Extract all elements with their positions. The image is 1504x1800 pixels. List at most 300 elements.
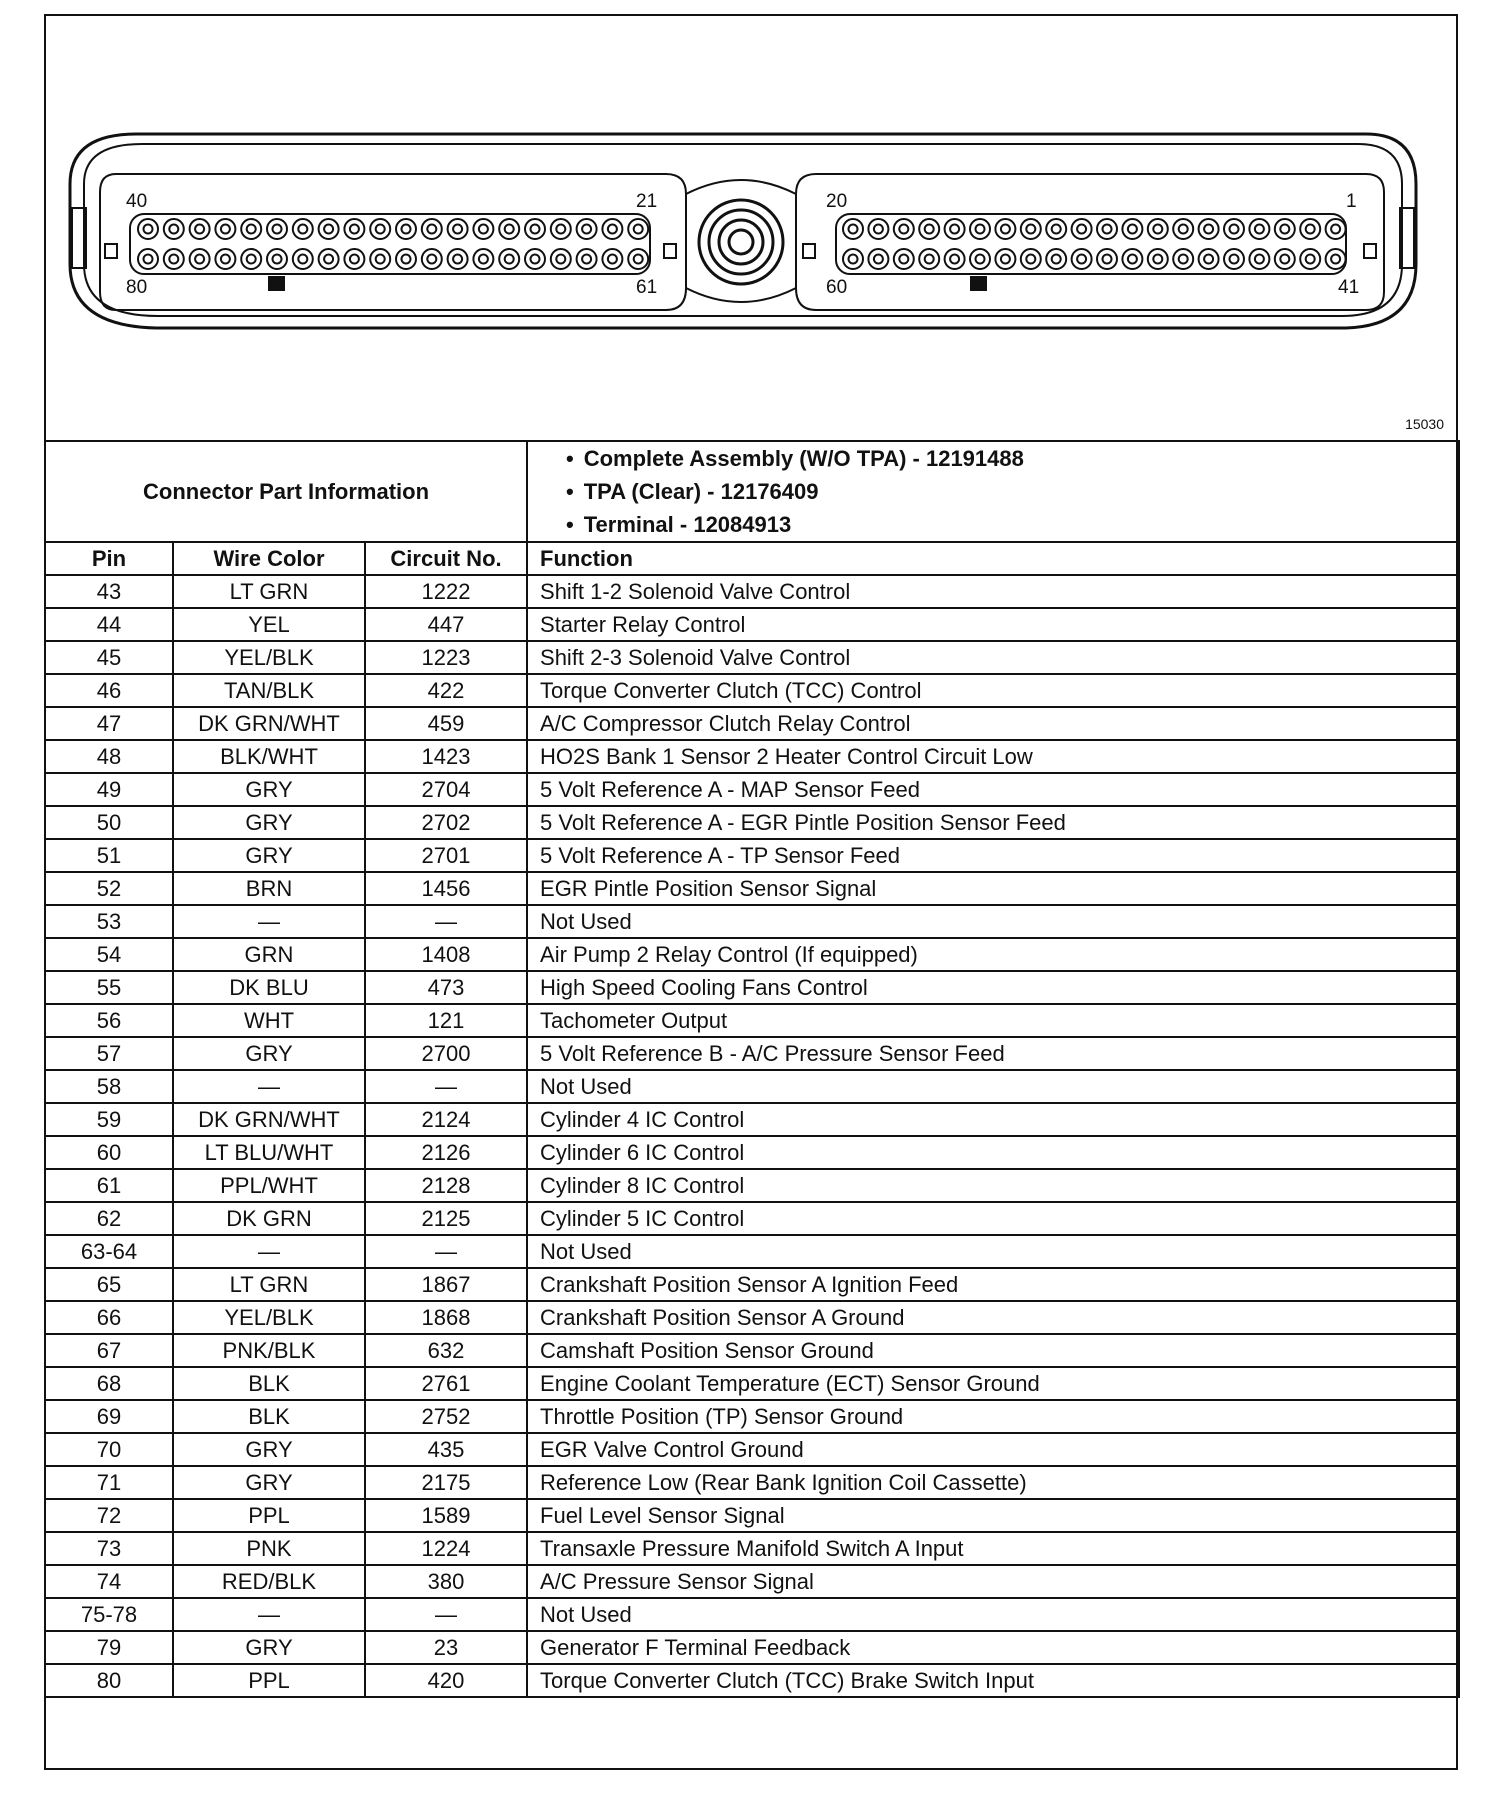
wire-color-cell: — <box>173 905 365 938</box>
function-cell: Torque Converter Clutch (TCC) Control <box>527 674 1459 707</box>
pin-cell: 63-64 <box>45 1235 173 1268</box>
function-cell: Shift 1-2 Solenoid Valve Control <box>527 575 1459 608</box>
left-pin-cavity <box>422 249 442 269</box>
pin-cell: 45 <box>45 641 173 674</box>
right-pin-terminal <box>1255 225 1264 234</box>
left-pin-cavity <box>422 219 442 239</box>
right-pin-terminal <box>1204 225 1213 234</box>
center-bolt-outer <box>699 200 783 284</box>
function-cell: Cylinder 8 IC Control <box>527 1169 1459 1202</box>
wire-color-cell: PPL <box>173 1664 365 1697</box>
left-pin-terminal <box>479 255 488 264</box>
connector-part-list <box>528 442 1458 541</box>
left-pin-cavity <box>551 249 571 269</box>
circuit-cell: — <box>365 1235 527 1268</box>
table-row <box>45 1367 1459 1400</box>
table-row <box>45 641 1459 674</box>
right-mid-key <box>803 244 815 258</box>
table-row <box>45 1301 1459 1334</box>
circuit-cell: 2126 <box>365 1136 527 1169</box>
right-pin-cavity <box>1300 249 1320 269</box>
pin-cell: 60 <box>45 1136 173 1169</box>
right-pin-cavity <box>1199 219 1219 239</box>
right-pin-cavity <box>1300 219 1320 239</box>
left-pin-cavity <box>138 249 158 269</box>
left-pin-cavity <box>473 249 493 269</box>
left-pin-cavity <box>319 219 339 239</box>
function-cell: Crankshaft Position Sensor A Ground <box>527 1301 1459 1334</box>
wire-color-cell: PPL <box>173 1499 365 1532</box>
table-row <box>45 773 1459 806</box>
pin-cell: 51 <box>45 839 173 872</box>
wire-color-cell: DK BLU <box>173 971 365 1004</box>
wire-color-cell: BLK <box>173 1400 365 1433</box>
wire-color-cell: — <box>173 1070 365 1103</box>
table-row <box>45 872 1459 905</box>
circuit-cell: 2700 <box>365 1037 527 1070</box>
table-row <box>45 1268 1459 1301</box>
pin-cell: 56 <box>45 1004 173 1037</box>
left-pin-cavity <box>138 219 158 239</box>
right-pin-cavity <box>1148 219 1168 239</box>
right-pin-cavity <box>868 219 888 239</box>
part-terminal: • Terminal - 12084913 <box>566 508 1458 541</box>
circuit-cell: 1408 <box>365 938 527 971</box>
pin-cell: 43 <box>45 575 173 608</box>
circuit-cell: 2701 <box>365 839 527 872</box>
pin-cell: 67 <box>45 1334 173 1367</box>
right-pin-terminal <box>1001 225 1010 234</box>
wire-color-cell: YEL/BLK <box>173 1301 365 1334</box>
circuit-cell: 459 <box>365 707 527 740</box>
pin-cell: 57 <box>45 1037 173 1070</box>
wire-color-cell: PPL/WHT <box>173 1169 365 1202</box>
circuit-cell: 121 <box>365 1004 527 1037</box>
circuit-cell: 2124 <box>365 1103 527 1136</box>
wire-color-cell: GRY <box>173 773 365 806</box>
pin-cell: 58 <box>45 1070 173 1103</box>
table-row <box>45 1070 1459 1103</box>
function-cell: Crankshaft Position Sensor A Ignition Feed <box>527 1268 1459 1301</box>
table-row <box>45 839 1459 872</box>
wire-color-cell: GRY <box>173 1037 365 1070</box>
left-pin-field <box>138 219 648 269</box>
pin-label-61: 61 <box>636 277 658 298</box>
center-bolt-inner <box>719 220 763 264</box>
left-pin-terminal <box>273 255 282 264</box>
table-row <box>45 905 1459 938</box>
function-cell: Engine Coolant Temperature (ECT) Sensor Ground <box>527 1367 1459 1400</box>
left-pin-terminal <box>169 255 178 264</box>
table-row <box>45 1202 1459 1235</box>
pin-cell: 62 <box>45 1202 173 1235</box>
left-pin-terminal <box>221 255 230 264</box>
pin-cell: 68 <box>45 1367 173 1400</box>
table-row <box>45 1004 1459 1037</box>
left-pin-cavity <box>241 219 261 239</box>
function-cell: 5 Volt Reference B - A/C Pressure Sensor Feed <box>527 1037 1459 1070</box>
pin-label-1: 1 <box>1346 191 1357 212</box>
circuit-cell: — <box>365 905 527 938</box>
right-pin-cavity <box>843 249 863 269</box>
figure-id: 15030 <box>1405 416 1444 432</box>
left-pin-terminal <box>556 225 565 234</box>
left-pin-terminal <box>582 225 591 234</box>
wire-color-cell: PNK <box>173 1532 365 1565</box>
right-pin-cavity <box>1072 219 1092 239</box>
table-row <box>45 806 1459 839</box>
wire-color-cell: YEL <box>173 608 365 641</box>
wire-color-cell: GRY <box>173 806 365 839</box>
right-pin-terminal <box>874 255 883 264</box>
right-pin-terminal <box>925 255 934 264</box>
left-pin-cavity <box>396 249 416 269</box>
pin-cell: 44 <box>45 608 173 641</box>
pin-cell: 53 <box>45 905 173 938</box>
pin-cell: 47 <box>45 707 173 740</box>
pin-cell: 75-78 <box>45 1598 173 1631</box>
left-pin-terminal <box>402 255 411 264</box>
table-row <box>45 707 1459 740</box>
left-pin-cavity <box>190 249 210 269</box>
function-cell: Cylinder 5 IC Control <box>527 1202 1459 1235</box>
left-pin-terminal <box>376 255 385 264</box>
left-pin-cavity <box>602 249 622 269</box>
wire-color-cell: YEL/BLK <box>173 641 365 674</box>
right-pin-terminal <box>1077 225 1086 234</box>
right-pin-terminal <box>1052 225 1061 234</box>
table-row <box>45 1103 1459 1136</box>
circuit-cell: 1589 <box>365 1499 527 1532</box>
table-row <box>45 971 1459 1004</box>
left-pin-cavity <box>602 219 622 239</box>
left-pin-terminal <box>324 225 333 234</box>
left-key <box>105 244 117 258</box>
pin-cell: 70 <box>45 1433 173 1466</box>
function-cell: Fuel Level Sensor Signal <box>527 1499 1459 1532</box>
pin-cell: 71 <box>45 1466 173 1499</box>
right-cavity <box>796 174 1384 310</box>
header-function: Function <box>527 542 1459 575</box>
table-row <box>45 1565 1459 1598</box>
right-pin-cavity <box>1046 249 1066 269</box>
left-pin-terminal <box>195 255 204 264</box>
pin-table <box>44 440 1460 1698</box>
right-pin-terminal <box>1128 225 1137 234</box>
circuit-cell: — <box>365 1070 527 1103</box>
table-header-row <box>45 542 1459 575</box>
right-pin-terminal <box>1153 255 1162 264</box>
left-pin-terminal <box>221 225 230 234</box>
table-row <box>45 1400 1459 1433</box>
left-pin-cavity <box>448 249 468 269</box>
pin-cell: 52 <box>45 872 173 905</box>
wire-color-cell: GRN <box>173 938 365 971</box>
left-pin-terminal <box>247 225 256 234</box>
left-pin-terminal <box>144 255 153 264</box>
wire-color-cell: BRN <box>173 872 365 905</box>
left-pin-cavity <box>577 219 597 239</box>
wire-color-cell: GRY <box>173 1466 365 1499</box>
left-pin-cavity <box>473 219 493 239</box>
left-pin-terminal <box>505 255 514 264</box>
connector-info-title: Connector Part Information <box>45 441 527 542</box>
function-cell: Camshaft Position Sensor Ground <box>527 1334 1459 1367</box>
left-pin-cavity <box>370 219 390 239</box>
table-row <box>45 1499 1459 1532</box>
left-pin-cavity <box>344 219 364 239</box>
pin-label-21: 21 <box>636 191 658 212</box>
part-tpa: • TPA (Clear) - 12176409 <box>566 475 1458 508</box>
right-pin-field <box>843 219 1346 269</box>
function-cell: Starter Relay Control <box>527 608 1459 641</box>
left-pin-terminal <box>608 225 617 234</box>
left-pin-terminal <box>531 225 540 234</box>
left-pin-terminal <box>376 225 385 234</box>
right-pin-cavity <box>1148 249 1168 269</box>
wire-color-cell: LT GRN <box>173 575 365 608</box>
wire-color-cell: RED/BLK <box>173 1565 365 1598</box>
pin-cell: 66 <box>45 1301 173 1334</box>
right-pin-cavity <box>894 219 914 239</box>
function-cell: Cylinder 6 IC Control <box>527 1136 1459 1169</box>
right-pin-terminal <box>899 225 908 234</box>
function-cell: A/C Compressor Clutch Relay Control <box>527 707 1459 740</box>
circuit-cell: 2752 <box>365 1400 527 1433</box>
right-pin-terminal <box>849 225 858 234</box>
right-pin-terminal <box>1204 255 1213 264</box>
wire-color-cell: TAN/BLK <box>173 674 365 707</box>
wire-color-cell: LT GRN <box>173 1268 365 1301</box>
circuit-cell: 2704 <box>365 773 527 806</box>
left-pin-cavity <box>628 249 648 269</box>
connector-drawing <box>46 16 1456 440</box>
function-cell: 5 Volt Reference A - TP Sensor Feed <box>527 839 1459 872</box>
right-pin-cavity <box>1275 219 1295 239</box>
left-pin-cavity <box>370 249 390 269</box>
left-pin-terminal <box>427 255 436 264</box>
left-pin-cavity <box>190 219 210 239</box>
right-pin-cavity <box>1224 249 1244 269</box>
left-pin-terminal <box>479 225 488 234</box>
wire-color-cell: GRY <box>173 1631 365 1664</box>
function-cell: Not Used <box>527 1235 1459 1268</box>
right-pin-terminal <box>1052 255 1061 264</box>
function-cell: Cylinder 4 IC Control <box>527 1103 1459 1136</box>
left-pin-cavity <box>267 219 287 239</box>
left-pin-cavity <box>525 219 545 239</box>
function-cell: Not Used <box>527 905 1459 938</box>
wire-color-cell: — <box>173 1598 365 1631</box>
right-pin-cavity <box>1122 249 1142 269</box>
left-pin-terminal <box>144 225 153 234</box>
function-cell: 5 Volt Reference A - EGR Pintle Position Sensor Feed <box>527 806 1459 839</box>
wire-color-cell: BLK <box>173 1367 365 1400</box>
circuit-cell: 1456 <box>365 872 527 905</box>
right-pin-terminal <box>1255 255 1264 264</box>
left-pin-cavity <box>499 219 519 239</box>
function-cell: 5 Volt Reference A - MAP Sensor Feed <box>527 773 1459 806</box>
right-pin-terminal <box>976 225 985 234</box>
pin-rows <box>45 575 1459 1697</box>
table-row <box>45 1433 1459 1466</box>
function-cell: Air Pump 2 Relay Control (If equipped) <box>527 938 1459 971</box>
circuit-cell: 2175 <box>365 1466 527 1499</box>
right-pin-cavity <box>1072 249 1092 269</box>
table-row <box>45 575 1459 608</box>
table-row <box>45 608 1459 641</box>
right-pin-cavity <box>1097 219 1117 239</box>
center-bolt-core <box>729 230 753 254</box>
left-pin-cavity <box>551 219 571 239</box>
right-pin-cavity <box>1097 249 1117 269</box>
wire-color-cell: LT BLU/WHT <box>173 1136 365 1169</box>
right-pin-terminal <box>950 225 959 234</box>
wire-color-cell: BLK/WHT <box>173 740 365 773</box>
circuit-cell: 2128 <box>365 1169 527 1202</box>
right-pin-cavity <box>1173 219 1193 239</box>
right-pin-terminal <box>1280 225 1289 234</box>
left-pin-cavity <box>215 219 235 239</box>
circuit-cell: 2125 <box>365 1202 527 1235</box>
table-row <box>45 1136 1459 1169</box>
right-pin-terminal <box>874 225 883 234</box>
wire-color-cell: DK GRN/WHT <box>173 707 365 740</box>
circuit-cell: 420 <box>365 1664 527 1697</box>
left-pin-terminal <box>453 255 462 264</box>
wire-color-cell: GRY <box>173 1433 365 1466</box>
pin-cell: 59 <box>45 1103 173 1136</box>
right-pin-terminal <box>1128 255 1137 264</box>
left-pin-terminal <box>582 255 591 264</box>
right-pin-terminal <box>1179 255 1188 264</box>
wire-color-cell: DK GRN <box>173 1202 365 1235</box>
right-pin-terminal <box>976 255 985 264</box>
function-cell: High Speed Cooling Fans Control <box>527 971 1459 1004</box>
wire-color-cell: GRY <box>173 839 365 872</box>
function-cell: A/C Pressure Sensor Signal <box>527 1565 1459 1598</box>
wire-color-cell: WHT <box>173 1004 365 1037</box>
function-cell: HO2S Bank 1 Sensor 2 Heater Control Circuit Low <box>527 740 1459 773</box>
function-cell: Transaxle Pressure Manifold Switch A Input <box>527 1532 1459 1565</box>
table-row <box>45 1334 1459 1367</box>
left-pin-terminal <box>402 225 411 234</box>
right-pin-terminal <box>1280 255 1289 264</box>
left-pin-cavity <box>396 219 416 239</box>
function-cell: Tachometer Output <box>527 1004 1459 1037</box>
right-pin-terminal <box>1230 225 1239 234</box>
circuit-cell: 447 <box>365 608 527 641</box>
pin-cell: 79 <box>45 1631 173 1664</box>
left-pin-cavity <box>293 219 313 239</box>
right-key <box>1364 244 1376 258</box>
header-wire-color: Wire Color <box>173 542 365 575</box>
document-sheet <box>44 14 1458 1770</box>
right-pin-terminal <box>1230 255 1239 264</box>
right-pin-cavity <box>1326 219 1346 239</box>
function-cell: Shift 2-3 Solenoid Valve Control <box>527 641 1459 674</box>
pin-cell: 49 <box>45 773 173 806</box>
left-pin-terminal <box>273 225 282 234</box>
right-polarizing-mark <box>970 276 987 291</box>
left-pin-cavity <box>344 249 364 269</box>
pin-cell: 74 <box>45 1565 173 1598</box>
pin-label-40: 40 <box>126 191 148 212</box>
right-pin-cavity <box>1224 219 1244 239</box>
connector-info-row <box>45 441 1459 542</box>
right-pin-cavity <box>995 219 1015 239</box>
left-pin-cavity <box>267 249 287 269</box>
connector-info-parts <box>527 441 1459 542</box>
left-pin-cavity <box>319 249 339 269</box>
circuit-cell: 1867 <box>365 1268 527 1301</box>
pin-cell: 80 <box>45 1664 173 1697</box>
left-pin-cavity <box>241 249 261 269</box>
table-row <box>45 1598 1459 1631</box>
right-pin-cavity <box>1173 249 1193 269</box>
left-pin-cavity <box>628 219 648 239</box>
right-pin-cavity <box>894 249 914 269</box>
circuit-cell: 2702 <box>365 806 527 839</box>
right-pin-cavity <box>919 249 939 269</box>
left-pin-terminal <box>298 255 307 264</box>
pin-label-80: 80 <box>126 277 148 298</box>
left-pin-terminal <box>427 225 436 234</box>
left-pin-terminal <box>608 255 617 264</box>
table-row <box>45 1664 1459 1697</box>
right-pin-terminal <box>1001 255 1010 264</box>
left-pin-terminal <box>298 225 307 234</box>
function-cell: EGR Pintle Position Sensor Signal <box>527 872 1459 905</box>
right-pin-terminal <box>1331 225 1340 234</box>
pin-cell: 46 <box>45 674 173 707</box>
table-row <box>45 674 1459 707</box>
right-pin-cavity <box>843 219 863 239</box>
pin-label-20: 20 <box>826 191 848 212</box>
wire-color-cell: — <box>173 1235 365 1268</box>
right-pin-cavity <box>970 249 990 269</box>
right-pin-cavity <box>1046 219 1066 239</box>
function-cell: Generator F Terminal Feedback <box>527 1631 1459 1664</box>
left-cavity <box>100 174 686 310</box>
right-pin-cavity <box>1021 249 1041 269</box>
circuit-cell: — <box>365 1598 527 1631</box>
table-row <box>45 1037 1459 1070</box>
pin-cell: 72 <box>45 1499 173 1532</box>
left-pin-cavity <box>164 249 184 269</box>
left-pin-terminal <box>195 225 204 234</box>
circuit-cell: 1223 <box>365 641 527 674</box>
left-pin-cavity <box>525 249 545 269</box>
header-pin: Pin <box>45 542 173 575</box>
left-pin-terminal <box>531 255 540 264</box>
left-pin-terminal <box>350 225 359 234</box>
right-pin-terminal <box>1153 225 1162 234</box>
left-pin-terminal <box>247 255 256 264</box>
header-circuit: Circuit No. <box>365 542 527 575</box>
table-row <box>45 1631 1459 1664</box>
right-pin-terminal <box>1077 255 1086 264</box>
right-pin-terminal <box>849 255 858 264</box>
function-cell: Throttle Position (TP) Sensor Ground <box>527 1400 1459 1433</box>
right-pin-cavity <box>1326 249 1346 269</box>
circuit-cell: 1868 <box>365 1301 527 1334</box>
pin-cell: 73 <box>45 1532 173 1565</box>
right-pin-cavity <box>995 249 1015 269</box>
left-pin-terminal <box>453 225 462 234</box>
circuit-cell: 1423 <box>365 740 527 773</box>
pin-cell: 55 <box>45 971 173 1004</box>
